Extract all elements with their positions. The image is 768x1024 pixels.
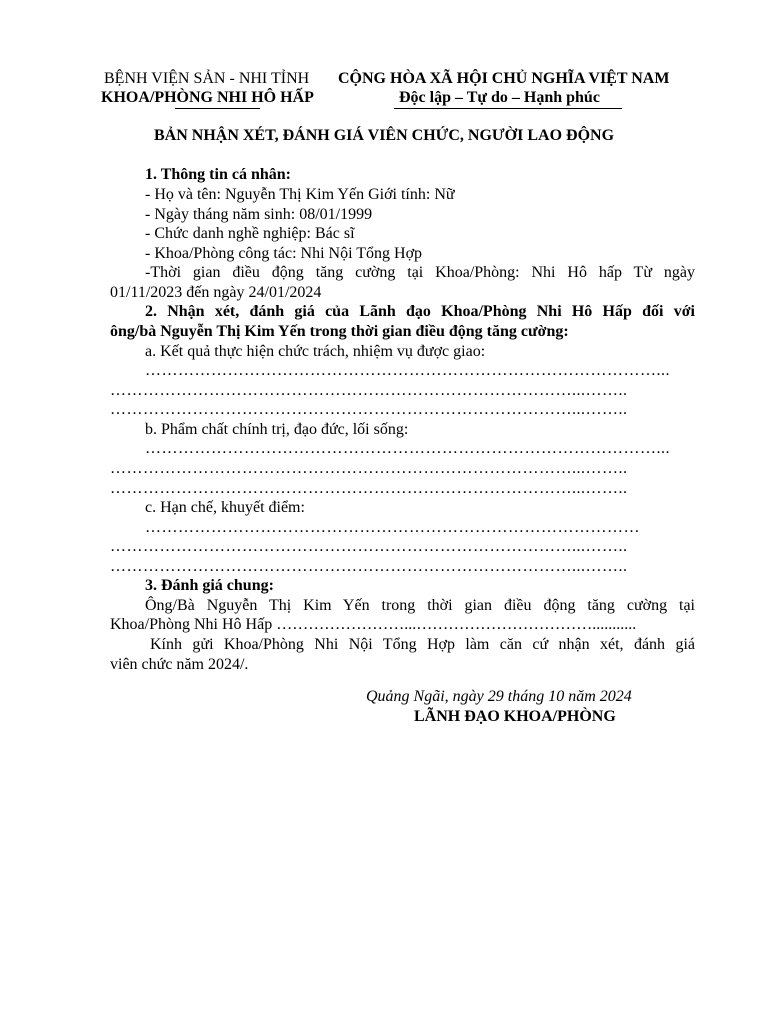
signatory-role: LÃNH ĐẠO KHOA/PHÒNG bbox=[414, 708, 616, 725]
item-a-dots-1: …………………………………………………………………………………... bbox=[145, 362, 670, 379]
document-title: BẢN NHẬN XÉT, ĐÁNH GIÁ VIÊN CHỨC, NGƯỜI LAO ĐỘNG bbox=[153, 127, 615, 144]
general-eval-line-1: Ông/Bà Nguyễn Thị Kim Yến trong thời gian điều động tăng cường tại bbox=[145, 597, 695, 614]
recommendation-line-1: Kính gửi Khoa/Phòng Nhi Nội Tổng Hợp làm căn cứ nhận xét, đánh giá bbox=[150, 636, 695, 653]
section2-heading-line-2: ông/bà Nguyễn Thị Kim Yến trong thời gian điều động tăng cường: bbox=[110, 323, 569, 340]
item-a-dots-3: …………………………………………………………………………...…….. bbox=[110, 401, 628, 418]
work-dept-line: - Khoa/Phòng công tác: Nhi Nội Tổng Hợp bbox=[145, 245, 423, 262]
place-date: Quảng Ngãi, ngày 29 tháng 10 năm 2024 bbox=[366, 688, 632, 705]
item-b-dots-1: …………………………………………………………………………………... bbox=[145, 440, 670, 457]
name-gender-line: - Họ và tên: Nguyễn Thị Kim Yến Giới tính: Nữ bbox=[145, 186, 455, 203]
item-b-label: b. Phẩm chất chính trị, đạo đức, lối sống: bbox=[145, 421, 409, 438]
item-b-dots-2: …………………………………………………………………………...…….. bbox=[110, 460, 628, 477]
nation-name: CỘNG HÒA XÃ HỘI CHỦ NGHĨA VIỆT NAM bbox=[338, 70, 670, 87]
item-c-dots-1: ……………………………………………………………………………… bbox=[145, 519, 640, 536]
department-underline bbox=[175, 108, 260, 109]
item-a-label: a. Kết quả thực hiện chức trách, nhiệm vụ được giao: bbox=[145, 343, 486, 360]
nation-motto: Độc lập – Tự do – Hạnh phúc bbox=[399, 89, 600, 106]
transfer-line-2: 01/11/2023 đến ngày 24/01/2024 bbox=[110, 284, 322, 301]
section3-heading: 3. Đánh giá chung: bbox=[145, 577, 274, 594]
item-c-dots-2: …………………………………………………………………………...…….. bbox=[110, 538, 628, 555]
item-c-dots-3: …………………………………………………………………………...…….. bbox=[110, 558, 628, 575]
general-eval-line-2: Khoa/Phòng Nhi Hô Hấp ……………………...……………………………........... bbox=[110, 616, 637, 633]
item-c-label: c. Hạn chế, khuyết điểm: bbox=[145, 499, 305, 516]
section2-heading-line-1: 2. Nhận xét, đánh giá của Lãnh đạo Khoa/Phòng Nhi Hô Hấp đối với bbox=[145, 303, 695, 320]
department-name: KHOA/PHÒNG NHI HÔ HẤP bbox=[101, 89, 314, 106]
motto-underline bbox=[394, 108, 622, 109]
hospital-name: BỆNH VIỆN SẢN - NHI TỈNH bbox=[104, 70, 310, 87]
dob-line: - Ngày tháng năm sinh: 08/01/1999 bbox=[145, 206, 373, 223]
section1-heading: 1. Thông tin cá nhân: bbox=[145, 166, 291, 183]
job-title-line: - Chức danh nghề nghiệp: Bác sĩ bbox=[145, 225, 355, 242]
item-a-dots-2: …………………………………………………………………………...…….. bbox=[110, 382, 628, 399]
transfer-line-1: -Thời gian điều động tăng cường tại Khoa/Phòng: Nhi Hô hấp Từ ngày bbox=[145, 264, 695, 281]
item-b-dots-3: …………………………………………………………………………...…….. bbox=[110, 480, 628, 497]
recommendation-line-2: viên chức năm 2024/. bbox=[110, 656, 249, 673]
